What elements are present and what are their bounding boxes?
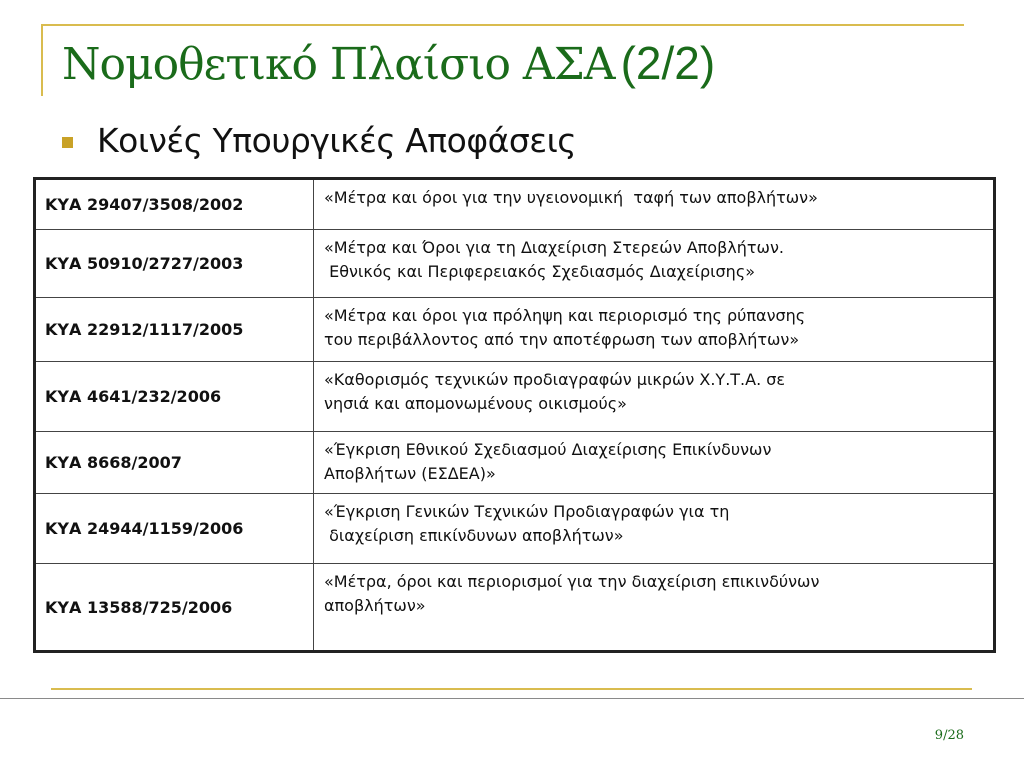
table-cell-description xyxy=(314,494,995,564)
table-cell-code: ΚΥΑ 4641/232/2006 xyxy=(35,362,314,432)
description-line: «Έγκριση Γενικών Τεχνικών Προδιαγραφών για τη xyxy=(324,502,730,521)
bullet-text: Κοινές Υπουργικές Αποφάσεις xyxy=(97,121,577,160)
table-cell-description xyxy=(314,230,995,298)
table-row xyxy=(35,179,995,230)
description-line: «Μέτρα και Όροι για τη Διαχείριση Στερεών Αποβλήτων. xyxy=(324,238,784,257)
description-line: του περιβάλλοντος από την αποτέφρωση των αποβλήτων» xyxy=(324,330,800,349)
page-number: 9/28 xyxy=(934,728,964,743)
table-cell-description xyxy=(314,179,995,230)
kya-table xyxy=(33,177,996,653)
table-cell-description xyxy=(314,362,995,432)
square-bullet-icon xyxy=(62,137,73,148)
table-cell-description xyxy=(314,432,995,494)
slide-title xyxy=(62,37,716,90)
table-row xyxy=(35,362,995,432)
description-line: «Μέτρα και όροι για την υγειονομική ταφή των αποβλήτων» xyxy=(324,188,818,207)
footer-gray-line xyxy=(0,698,1024,699)
table-row xyxy=(35,298,995,362)
bullet-item xyxy=(62,121,576,160)
table-cell-code: ΚΥΑ 24944/1159/2006 xyxy=(35,494,314,564)
table-cell-code: ΚΥΑ 29407/3508/2002 xyxy=(35,179,314,230)
table-row xyxy=(35,494,995,564)
description-line: «Μέτρα και όροι για πρόληψη και περιορισμό της ρύπανσης xyxy=(324,306,806,325)
description-line: Αποβλήτων (ΕΣΔΕΑ)» xyxy=(324,464,496,483)
description-line: διαχείριση επικίνδυνων αποβλήτων» xyxy=(324,526,624,545)
description-line: «Καθορισμός τεχνικών προδιαγραφών μικρών Χ.Υ.Τ.Α. σε xyxy=(324,370,786,389)
table-cell-description xyxy=(314,564,995,652)
table-cell-code: ΚΥΑ 50910/2727/2003 xyxy=(35,230,314,298)
slide-title-suffix: (2/2) xyxy=(620,37,716,89)
table-row xyxy=(35,564,995,652)
table-cell-code: ΚΥΑ 8668/2007 xyxy=(35,432,314,494)
table-cell-code: ΚΥΑ 22912/1117/2005 xyxy=(35,298,314,362)
description-line: «Μέτρα, όροι και περιορισμοί για την διαχείριση επικινδύνων xyxy=(324,572,820,591)
description-line: Εθνικός και Περιφερειακός Σχεδιασμός Διαχείρισης» xyxy=(324,262,755,281)
slide-title-main: Νομοθετικό Πλαίσιο ΑΣΑ xyxy=(62,39,615,90)
table-row xyxy=(35,230,995,298)
table-row xyxy=(35,432,995,494)
description-line: αποβλήτων» xyxy=(324,596,426,615)
footer-gold-line xyxy=(51,688,972,690)
description-line: νησιά και απομονωμένους οικισμούς» xyxy=(324,394,627,413)
table-cell-description xyxy=(314,298,995,362)
frame-top-line xyxy=(41,24,964,26)
description-line: «Έγκριση Εθνικού Σχεδιασμού Διαχείρισης Επικίνδυνων xyxy=(324,440,772,459)
table-cell-code: ΚΥΑ 13588/725/2006 xyxy=(35,564,314,652)
frame-left-line xyxy=(41,24,43,96)
